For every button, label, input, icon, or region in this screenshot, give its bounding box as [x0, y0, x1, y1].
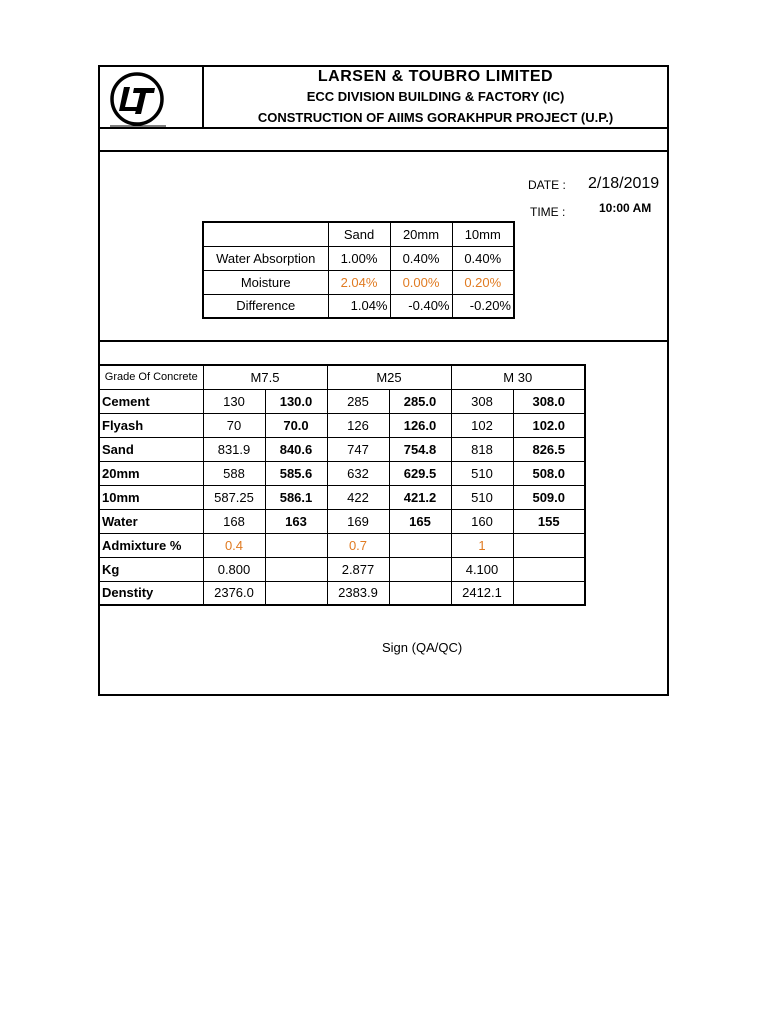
mix-design-table	[98, 364, 586, 606]
table-cell: 0.7	[327, 533, 389, 557]
project-title: CONSTRUCTION OF AIIMS GORAKHPUR PROJECT (U.P.)	[257, 110, 614, 125]
grade-m25: M25	[327, 365, 451, 389]
row-label: Water Absorption	[203, 246, 328, 270]
table-row	[99, 533, 585, 557]
table-cell: 510	[451, 461, 513, 485]
row-label: Water	[99, 509, 203, 533]
table-cell	[203, 222, 328, 246]
table-row	[99, 485, 585, 509]
table-cell	[265, 581, 327, 605]
table-cell	[513, 581, 585, 605]
table-cell: 0.4	[203, 533, 265, 557]
lt-logo-icon	[108, 70, 166, 128]
time-label: TIME :	[530, 205, 566, 219]
table-cell: 160	[451, 509, 513, 533]
table-cell: 155	[513, 509, 585, 533]
row-label: Admixture %	[99, 533, 203, 557]
table-cell: 285.0	[389, 389, 451, 413]
table-row	[99, 389, 585, 413]
table-cell: 587.25	[203, 485, 265, 509]
table-cell: 0.40%	[390, 246, 452, 270]
table-cell	[389, 557, 451, 581]
section-line	[98, 340, 669, 342]
table-cell: 421.2	[389, 485, 451, 509]
table-header-20mm: 20mm	[390, 222, 452, 246]
table-cell: 165	[389, 509, 451, 533]
table-cell: 747	[327, 437, 389, 461]
table-cell: 588	[203, 461, 265, 485]
table-cell: 169	[327, 509, 389, 533]
table-cell: 586.1	[265, 485, 327, 509]
table-cell: 0.20%	[452, 270, 514, 294]
table-cell: 422	[327, 485, 389, 509]
table-cell: 1.04%	[328, 294, 390, 318]
row-label: 10mm	[99, 485, 203, 509]
division-title: ECC DIVISION BUILDING & FACTORY (IC)	[306, 89, 565, 104]
row-label: 20mm	[99, 461, 203, 485]
table-cell: 126	[327, 413, 389, 437]
table-cell: 510	[451, 485, 513, 509]
table-cell: 102	[451, 413, 513, 437]
table-cell: 2376.0	[203, 581, 265, 605]
table-cell: 285	[327, 389, 389, 413]
table-cell: 826.5	[513, 437, 585, 461]
table-cell	[389, 533, 451, 557]
table-header-sand: Sand	[328, 222, 390, 246]
table-cell: 509.0	[513, 485, 585, 509]
table-cell: 2383.9	[327, 581, 389, 605]
row-label: Sand	[99, 437, 203, 461]
row-label: Difference	[203, 294, 328, 318]
sign-label: Sign (QA/QC)	[382, 640, 463, 655]
time-value: 10:00 AM	[599, 201, 652, 215]
table-row	[99, 365, 585, 389]
table-cell: 168	[203, 509, 265, 533]
table-cell: 163	[265, 509, 327, 533]
table-cell: 754.8	[389, 437, 451, 461]
company-title: LARSEN & TOUBRO LIMITED	[317, 68, 554, 85]
grade-m30: M 30	[451, 365, 585, 389]
table-cell: 126.0	[389, 413, 451, 437]
table-cell	[513, 557, 585, 581]
table-cell: 831.9	[203, 437, 265, 461]
table-cell: 840.6	[265, 437, 327, 461]
table-cell: 508.0	[513, 461, 585, 485]
row-label: Moisture	[203, 270, 328, 294]
grade-label: Grade Of Concrete	[99, 365, 203, 389]
table-cell: 632	[327, 461, 389, 485]
date-label: DATE :	[528, 178, 566, 192]
table-row	[99, 581, 585, 605]
table-cell: 2412.1	[451, 581, 513, 605]
table-header-10mm: 10mm	[452, 222, 514, 246]
table-row	[99, 509, 585, 533]
table-cell: -0.40%	[390, 294, 452, 318]
table-cell: 308.0	[513, 389, 585, 413]
table-cell: 2.04%	[328, 270, 390, 294]
table-cell: 308	[451, 389, 513, 413]
table-cell: 130	[203, 389, 265, 413]
table-cell: 1.00%	[328, 246, 390, 270]
table-cell: 4.100	[451, 557, 513, 581]
table-row	[203, 270, 514, 294]
table-row	[99, 437, 585, 461]
table-cell: 1	[451, 533, 513, 557]
table-cell: 130.0	[265, 389, 327, 413]
table-cell: 0.40%	[452, 246, 514, 270]
table-cell	[265, 533, 327, 557]
row-label: Kg	[99, 557, 203, 581]
table-cell: 70	[203, 413, 265, 437]
row-label: Cement	[99, 389, 203, 413]
table-cell: 818	[451, 437, 513, 461]
table-row	[99, 413, 585, 437]
table-cell: 2.877	[327, 557, 389, 581]
table-row	[99, 461, 585, 485]
table-row	[203, 294, 514, 318]
header-bottom-line	[98, 127, 669, 129]
table-row	[203, 222, 514, 246]
absorption-table	[202, 221, 515, 319]
table-cell: 585.6	[265, 461, 327, 485]
table-cell: -0.20%	[452, 294, 514, 318]
date-value: 2/18/2019	[588, 175, 660, 192]
row-label: Flyash	[99, 413, 203, 437]
table-row	[99, 557, 585, 581]
table-cell	[513, 533, 585, 557]
table-cell: 102.0	[513, 413, 585, 437]
row-label: Denstity	[99, 581, 203, 605]
table-row	[203, 246, 514, 270]
table-cell: 0.00%	[390, 270, 452, 294]
grade-m7-5: M7.5	[203, 365, 327, 389]
table-cell	[389, 581, 451, 605]
table-cell	[265, 557, 327, 581]
table-cell: 629.5	[389, 461, 451, 485]
blank-row-line	[98, 150, 669, 152]
table-cell: 70.0	[265, 413, 327, 437]
table-cell: 0.800	[203, 557, 265, 581]
